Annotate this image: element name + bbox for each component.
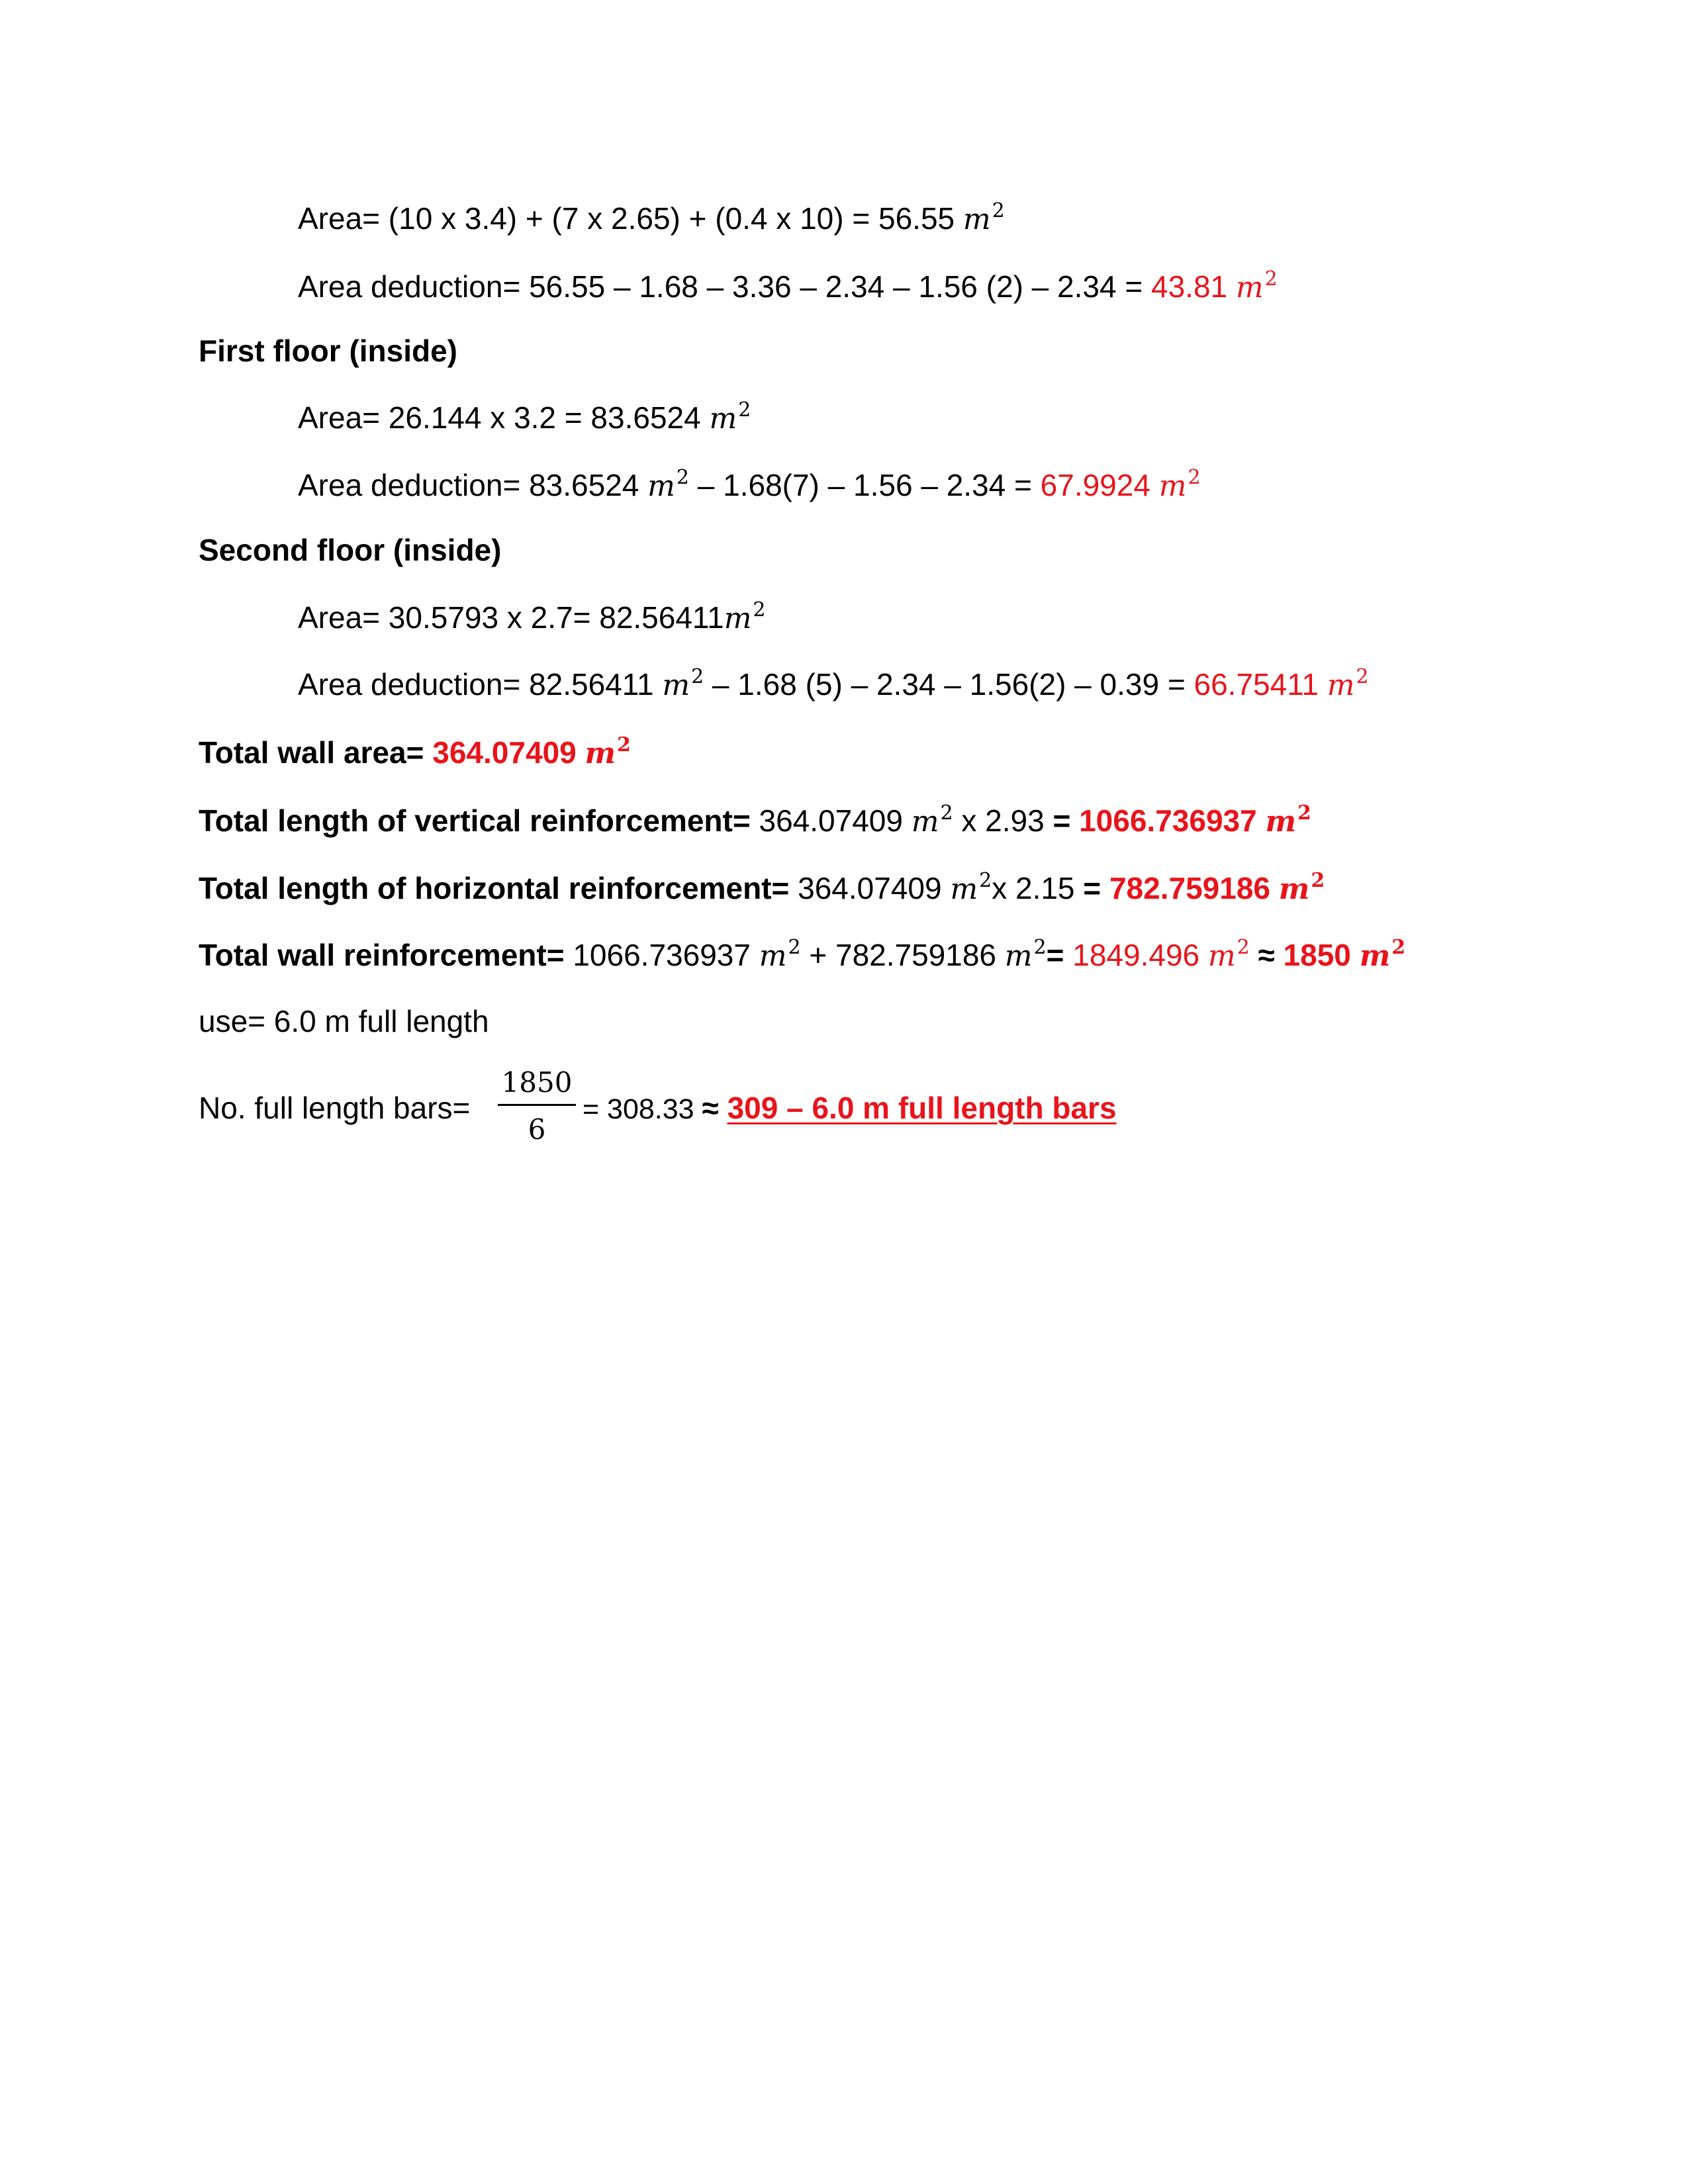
first-floor-area-line <box>298 399 751 437</box>
unit-symbol: m <box>1004 939 1033 973</box>
bars-fraction <box>498 1066 576 1147</box>
total-wall-reinforcement-label: Total wall reinforcement= <box>199 938 565 972</box>
unit-exponent: 2 <box>1188 466 1201 489</box>
area-formula: Area= 26.144 x 3.2 = 83.6524 <box>298 400 710 435</box>
unit-exponent: 2 <box>940 801 953 825</box>
area-deduction-result: 66.75411 <box>1194 667 1327 702</box>
unit-exponent: 2 <box>676 466 689 489</box>
vertical-reinforcement-value: 1066.736937 <box>1070 803 1266 838</box>
unit-symbol: m <box>911 805 939 839</box>
total-wall-area-label: Total wall area= <box>199 735 433 770</box>
unit-exponent: 2 <box>1311 869 1325 892</box>
unit-exponent: 2 <box>691 665 704 688</box>
second-floor-area-line <box>298 599 766 637</box>
second-floor-area-deduction-line <box>298 666 1369 704</box>
full-length-bars-result: 309 – 6.0 m full length bars <box>727 1091 1117 1125</box>
vertical-reinforcement-formula-end: x 2.93 <box>953 803 1053 838</box>
unit-symbol: m <box>1158 469 1187 503</box>
unit-exponent: 2 <box>617 733 631 756</box>
total-wall-reinforcement-value: 1849.496 <box>1064 938 1208 972</box>
unit-exponent: 2 <box>1033 936 1047 959</box>
equals-sign: = <box>1046 938 1064 972</box>
total-wall-area-line <box>199 734 631 772</box>
unit-exponent: 2 <box>1356 665 1369 688</box>
unit-symbol: m <box>709 402 737 435</box>
area-deduction-result: 67.9924 <box>1040 468 1159 502</box>
area-deduction-formula-start: Area deduction= 83.6524 <box>298 468 648 502</box>
fraction-numerator: 1850 <box>498 1066 576 1106</box>
total-wall-reinforcement-line <box>199 936 1405 975</box>
horizontal-reinforcement-label: Total length of horizontal reinforcement= <box>199 871 790 905</box>
unit-exponent: 2 <box>1391 936 1406 959</box>
total-wall-reinforcement-rounded: 1850 <box>1274 938 1360 972</box>
unit-symbol: m <box>662 668 690 702</box>
area-deduction-formula-start: Area deduction= 82.56411 <box>298 667 663 702</box>
unit-exponent: 2 <box>1237 936 1250 959</box>
total-wall-area-value: 364.07409 <box>432 735 585 770</box>
unit-exponent: 2 <box>738 398 751 422</box>
full-length-bars-result-line <box>583 1089 1117 1128</box>
unit-symbol: m <box>1235 271 1264 304</box>
unit-exponent: 2 <box>979 869 992 892</box>
fraction-denominator: 6 <box>528 1113 546 1146</box>
area-formula: Area= (10 x 3.4) + (7 x 2.65) + (0.4 x 10) = 56.55 <box>298 201 963 236</box>
vertical-reinforcement-line <box>199 802 1311 841</box>
unit-exponent: 2 <box>753 598 766 621</box>
approx-sign: ≈ <box>702 1091 719 1125</box>
unit-exponent: 2 <box>1264 267 1278 291</box>
first-floor-heading: First floor (inside) <box>199 334 457 368</box>
area-deduction-result: 43.81 <box>1151 269 1236 304</box>
vertical-reinforcement-label: Total length of vertical reinforcement= <box>199 803 751 838</box>
ground-floor-area-deduction-line <box>298 268 1278 306</box>
equals-sign: = <box>1083 871 1102 905</box>
total-wall-reinforcement-formula-start: 1066.736937 <box>564 938 759 972</box>
unit-symbol: m <box>585 737 616 770</box>
unit-symbol: m <box>759 939 787 973</box>
equals-sign: = <box>1053 803 1071 838</box>
horizontal-reinforcement-formula-end: x 2.15 <box>992 871 1084 905</box>
unit-exponent: 2 <box>992 199 1005 222</box>
unit-symbol: m <box>962 203 991 236</box>
ground-floor-area-line <box>298 200 1005 238</box>
first-floor-area-deduction-line <box>298 467 1201 505</box>
area-deduction-formula-end: – 1.68(7) – 1.56 – 2.34 = <box>688 468 1041 502</box>
second-floor-heading: Second floor (inside) <box>199 533 502 567</box>
bar-length-note: use= 6.0 m full length <box>199 1004 489 1038</box>
area-deduction-formula: Area deduction= 56.55 – 1.68 – 3.36 – 2.34 – 1.56 (2) – 2.34 = <box>298 269 1151 304</box>
unit-symbol: m <box>1359 939 1391 973</box>
unit-exponent: 2 <box>788 936 801 959</box>
area-formula: Area= 30.5793 x 2.7= 82.56411 <box>298 600 724 635</box>
unit-symbol: m <box>950 872 978 906</box>
unit-symbol: m <box>647 469 675 503</box>
total-wall-reinforcement-formula-end: + 782.759186 <box>800 938 1005 972</box>
approx-sign: ≈ <box>1258 938 1275 972</box>
horizontal-reinforcement-value: 782.759186 <box>1101 871 1279 905</box>
vertical-reinforcement-formula-start: 364.07409 <box>750 803 912 838</box>
unit-exponent: 2 <box>1297 801 1311 825</box>
unit-symbol: m <box>1278 872 1310 906</box>
bars-quotient: = 308.33 <box>583 1093 702 1125</box>
unit-symbol: m <box>1265 805 1297 839</box>
horizontal-reinforcement-line <box>199 870 1325 908</box>
unit-symbol: m <box>1327 668 1355 702</box>
horizontal-reinforcement-formula-start: 364.07409 <box>789 871 951 905</box>
full-length-bars-label: No. full length bars= <box>199 1091 471 1125</box>
unit-symbol: m <box>1207 939 1236 973</box>
area-deduction-formula-end: – 1.68 (5) – 2.34 – 1.56(2) – 0.39 = <box>704 667 1194 702</box>
unit-symbol: m <box>724 602 752 635</box>
